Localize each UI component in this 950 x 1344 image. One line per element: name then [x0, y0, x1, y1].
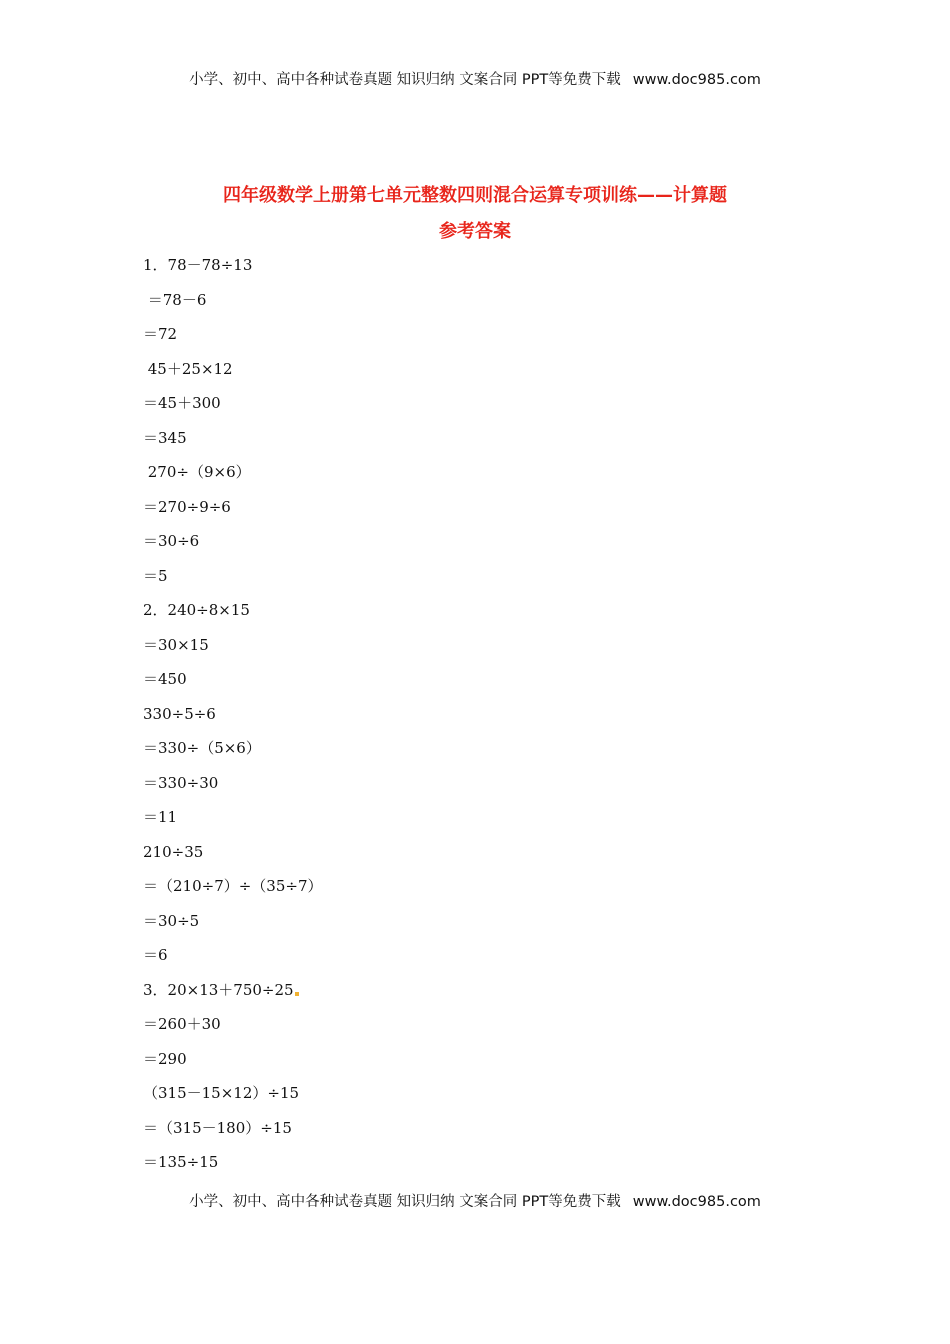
answer-line: ＝30÷6 [143, 532, 200, 550]
answer-line: ＝330÷30 [143, 773, 219, 792]
page-header [0, 68, 950, 89]
answer-line: ＝450 [143, 670, 187, 688]
answer-line: 210÷35 [143, 842, 204, 861]
footer-text: 小学、初中、高中各种试卷真题 知识归纳 文案合同 PPT等免费下载 [189, 1194, 621, 1210]
footer-site-link[interactable]: www.doc985.com [632, 1194, 761, 1210]
page-footer [0, 1190, 950, 1211]
answer-line: ＝5 [143, 566, 168, 585]
answer-line: ＝45＋300 [143, 394, 221, 412]
answer-line: ＝78－6 [143, 290, 207, 309]
answer-line: 270÷（9×6） [143, 463, 251, 481]
answer-line-with-mark [143, 979, 843, 1014]
answer-line: ＝30÷5 [143, 911, 200, 930]
answer-line: ＝72 [143, 325, 178, 343]
answer-line: ＝345 [143, 428, 187, 447]
answer-line: ＝30×15 [143, 635, 209, 654]
answer-line: ＝270÷9÷6 [143, 497, 231, 516]
document-subtitle: 参考答案 [439, 221, 511, 242]
answer-line: ＝330÷（5×6） [143, 739, 261, 757]
answer-line: ＝（210÷7）÷（35÷7） [143, 877, 323, 895]
document-title: 四年级数学上册第七单元整数四则混合运算专项训练——计算题 [223, 185, 727, 206]
answer-line: ＝6 [143, 946, 168, 964]
answer-line: 330÷5÷6 [143, 704, 216, 723]
answer-line: （315－15×12）÷15 [143, 1084, 300, 1102]
cursor-marker [295, 992, 299, 996]
answer-text: 3．20×13＋750÷25 [143, 980, 294, 999]
answer-line: ＝11 [143, 808, 178, 826]
answer-line: 1．78－78÷13 [143, 256, 253, 274]
answer-line: ＝290 [143, 1049, 187, 1068]
answer-line: 2．240÷8×15 [143, 601, 250, 619]
answer-line: ＝260＋30 [143, 1015, 221, 1033]
answer-line: ＝135÷15 [143, 1153, 219, 1171]
header-site-link[interactable]: www.doc985.com [632, 72, 761, 88]
answer-list [143, 254, 843, 1186]
header-text: 小学、初中、高中各种试卷真题 知识归纳 文案合同 PPT等免费下载 [189, 72, 621, 88]
answer-line: ＝（315－180）÷15 [143, 1118, 292, 1137]
answer-line: 45＋25×12 [143, 359, 233, 378]
